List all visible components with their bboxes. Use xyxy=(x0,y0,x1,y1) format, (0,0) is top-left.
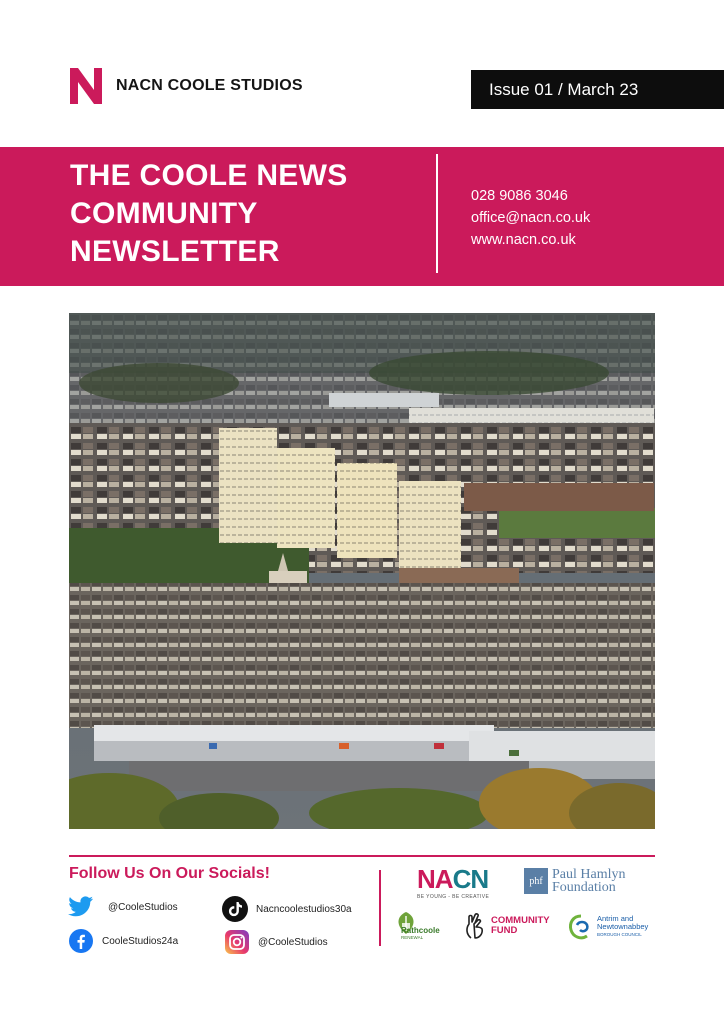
nacn-logo: NACN BE YOUNG - BE CREATIVE xyxy=(417,864,490,900)
tiktok-link[interactable] xyxy=(222,896,352,922)
brand-name: NACN COOLE STUDIOS xyxy=(116,77,303,94)
council-line-2: Newtownabbey xyxy=(597,922,649,931)
issue-label: Issue 01 / March 23 xyxy=(471,70,724,109)
cover-photo xyxy=(69,313,655,829)
phf-logo xyxy=(524,868,626,894)
newsletter-title xyxy=(70,157,420,271)
twitter-icon xyxy=(68,894,94,920)
rathcoole-logo xyxy=(393,911,440,940)
council-logo xyxy=(567,913,648,941)
council-swirl-icon xyxy=(567,913,595,941)
contact-phone[interactable]: 028 9086 3046 xyxy=(471,188,568,204)
instagram-link[interactable] xyxy=(224,929,328,955)
phf-mark: phf xyxy=(524,868,548,894)
title-line-3: NEWSLETTER xyxy=(70,235,280,268)
twitter-link[interactable] xyxy=(68,894,178,920)
nacn-n-logo-icon xyxy=(70,68,102,104)
community-fund-line-2: FUND xyxy=(491,925,518,936)
phf-name-2: Foundation xyxy=(552,880,616,895)
community-fund-line-1: COMMUNITY xyxy=(491,915,550,926)
socials-heading: Follow Us On Our Socials! xyxy=(69,865,270,882)
tiktok-icon xyxy=(222,896,248,922)
instagram-handle: @CooleStudios xyxy=(258,936,328,948)
contact-email[interactable]: office@nacn.co.uk xyxy=(471,210,591,226)
logos-divider xyxy=(379,870,381,946)
facebook-handle: CooleStudios24a xyxy=(102,935,179,947)
phf-name-1: Paul Hamlyn xyxy=(552,867,626,882)
council-line-3: BOROUGH COUNCIL xyxy=(597,932,642,937)
title-line-1: THE COOLE NEWS xyxy=(70,159,348,192)
crossed-fingers-icon xyxy=(463,912,489,940)
banner-divider xyxy=(436,154,438,273)
title-banner xyxy=(0,147,724,286)
community-fund-logo xyxy=(463,912,550,940)
rathcoole-sub: RENEWAL xyxy=(401,935,424,940)
contact-details xyxy=(471,185,590,251)
nacn-tagline: BE YOUNG - BE CREATIVE xyxy=(417,894,490,900)
facebook-link[interactable] xyxy=(68,928,178,954)
brand xyxy=(70,68,303,104)
rathcoole-name: Rathcoole xyxy=(401,926,440,935)
footer-rule xyxy=(69,855,655,857)
title-line-2: COMMUNITY xyxy=(70,197,258,230)
facebook-icon xyxy=(68,928,94,954)
tiktok-handle: Nacncoolestudios30a xyxy=(256,903,352,915)
instagram-icon xyxy=(224,929,250,955)
twitter-handle: @CooleStudios xyxy=(108,901,178,913)
council-line-1: Antrim and xyxy=(597,914,634,923)
contact-website[interactable]: www.nacn.co.uk xyxy=(471,232,576,248)
